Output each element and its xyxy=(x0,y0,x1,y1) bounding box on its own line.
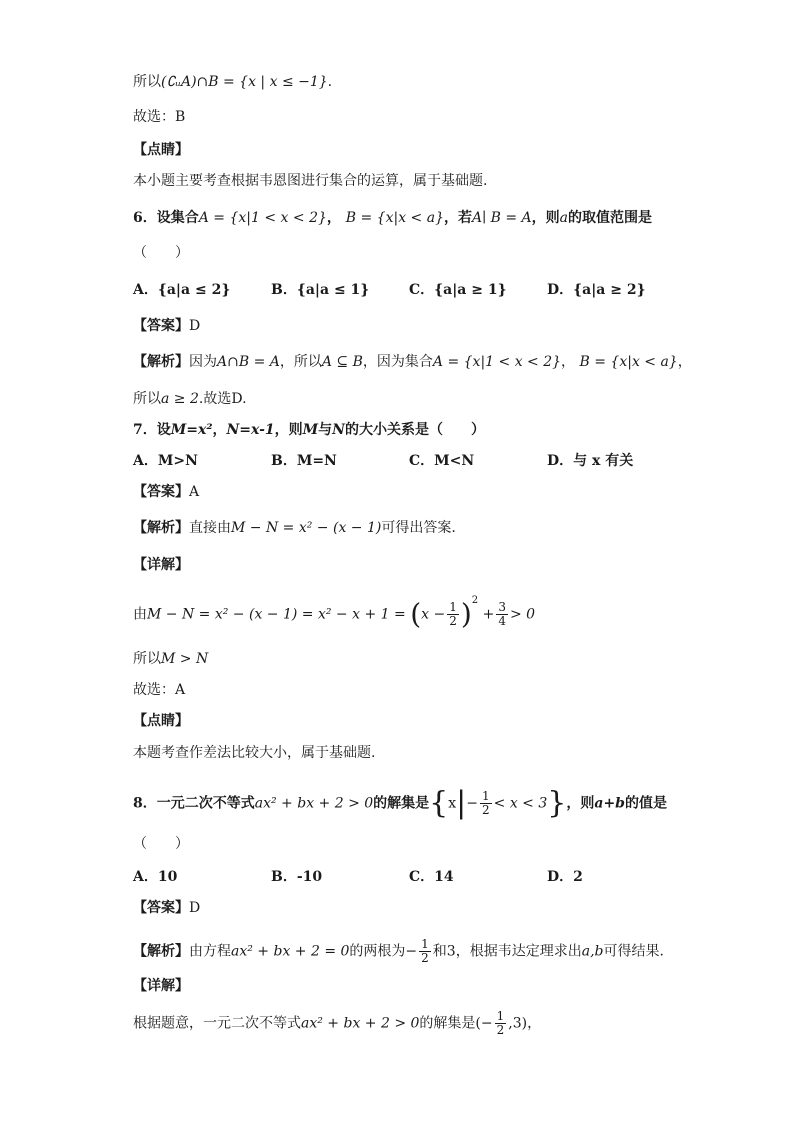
q7-answer: 【答案】A xyxy=(133,484,200,500)
q7-detail-equation: 由M − N = x² − (x − 1) = x² − x + 1 = (x − $\frac{1}{2}$ )$^2$ + $\frac{3}{4}$ > 0 xyxy=(133,595,536,631)
q8-option-c: C．14 xyxy=(409,869,454,885)
q6-answer: 【答案】D xyxy=(133,318,201,334)
line-choice-b: 故选：B xyxy=(133,109,186,125)
q8-detail-heading: 【详解】 xyxy=(133,978,189,994)
question-8-paren: （ ） xyxy=(133,836,189,852)
q6-option-a: A．{a|a ≤ 2} xyxy=(133,282,231,298)
q7-dianjing-text: 本题考查作差法比较大小，属于基础题. xyxy=(133,745,376,761)
fraction-one-half: $\frac{1}{2}$ xyxy=(482,789,490,817)
q8-option-d: D．2 xyxy=(547,869,583,885)
q8-answer: 【答案】D xyxy=(133,900,201,916)
fraction-three-quarters: $\frac{3}{4}$ xyxy=(498,600,506,629)
q7-option-d: D．与 x 有关 xyxy=(547,453,634,469)
q6-option-c: C．{a|a ≥ 1} xyxy=(409,282,507,298)
question-6-paren: （ ） xyxy=(133,245,189,261)
fraction-one-half: $\frac{1}{2}$ xyxy=(421,937,429,965)
q7-conclusion: 所以M > N xyxy=(133,651,209,667)
q7-option-a: A．M>N xyxy=(133,453,198,469)
q8-detail-line: 根据题意，一元二次不等式ax² + bx + 2 > 0的解集是(− $\frac{1}{2}$ ,3)， xyxy=(133,1009,542,1037)
q8-analysis: 【解析】由方程ax² + bx + 2 = 0的两根为− $\frac{1}{2}$ 和3，根据韦达定理求出a,b可得结果. xyxy=(133,937,664,965)
line-dianjing-text: 本小题主要考查根据韦恩图进行集合的运算，属于基础题. xyxy=(133,173,488,189)
line-set-result: 所以(∁ᵤA)∩B = {x | x ≤ −1}. xyxy=(133,74,333,90)
question-8-stem: 8．一元二次不等式ax² + bx + 2 > 0的解集是{x|− $\frac{1}{2}$ < x < 3}，则a+b的值是 xyxy=(133,785,667,821)
q8-option-b: B．-10 xyxy=(271,869,323,885)
q6-analysis: 【解析】因为A∩B = A，所以A ⊆ B，因为集合A = {x|1 < x < 2}， B = {x|x < a}， xyxy=(133,354,692,370)
question-7-stem: 7．设M=x²，N=x-1，则M与N的大小关系是（ ） xyxy=(133,422,485,438)
q7-choice: 故选：A xyxy=(133,682,186,698)
fraction-one-half: $\frac{1}{2}$ xyxy=(496,1009,505,1037)
question-6-stem: 6．设集合A = {x|1 < x < 2}， B = {x|x < a}，若A∣ B = A，则a的取值范围是 xyxy=(133,210,653,226)
section-dianjing: 【点睛】 xyxy=(133,142,189,158)
q6-option-b: B．{a|a ≤ 1} xyxy=(271,282,370,298)
q7-option-c: C．M<N xyxy=(409,453,475,469)
q7-analysis: 【解析】直接由M − N = x² − (x − 1)可得出答案. xyxy=(133,520,456,536)
q6-analysis-2: 所以a ≥ 2.故选D. xyxy=(133,391,247,407)
q7-option-b: B．M=N xyxy=(271,453,337,469)
q7-dianjing: 【点睛】 xyxy=(133,713,189,729)
q6-option-d: D．{a|a ≥ 2} xyxy=(547,282,646,298)
q8-option-a: A．10 xyxy=(133,869,178,885)
q7-detail-heading: 【详解】 xyxy=(133,557,189,573)
fraction-one-half: $\frac{1}{2}$ xyxy=(449,600,457,629)
